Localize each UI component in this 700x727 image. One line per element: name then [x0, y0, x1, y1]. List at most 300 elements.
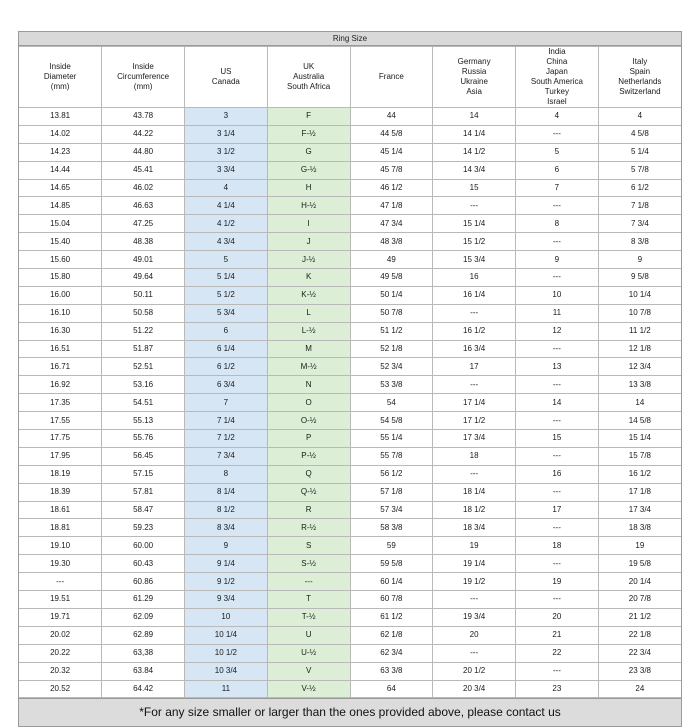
cell-inside-diameter: 14.23 [19, 143, 102, 161]
cell-inside-diameter: 15.80 [19, 269, 102, 287]
cell-france: 59 5/8 [350, 555, 433, 573]
cell-us-canada: 9 1/2 [185, 573, 268, 591]
cell-india-china-japan-south-america-turkey-israel: 21 [516, 626, 599, 644]
table-title: Ring Size [19, 32, 681, 46]
cell-france: 52 3/4 [350, 358, 433, 376]
cell-india-china-japan-south-america-turkey-israel: 16 [516, 465, 599, 483]
cell-inside-circumference: 59.23 [102, 519, 185, 537]
cell-germany-russia-ukraine-asia: 20 1/2 [433, 662, 516, 680]
cell-germany-russia-ukraine-asia: 15 1/2 [433, 233, 516, 251]
cell-italy-spain-netherlands-switzerland: 19 5/8 [598, 555, 681, 573]
cell-germany-russia-ukraine-asia: 15 1/4 [433, 215, 516, 233]
cell-inside-circumference: 62.89 [102, 626, 185, 644]
cell-france: 52 1/8 [350, 340, 433, 358]
cell-inside-circumference: 54.51 [102, 394, 185, 412]
table-row [19, 430, 681, 448]
cell-us-canada: 10 3/4 [185, 662, 268, 680]
cell-italy-spain-netherlands-switzerland: 7 3/4 [598, 215, 681, 233]
cell-inside-diameter: 17.55 [19, 412, 102, 430]
cell-uk-australia-south-africa: T [267, 591, 350, 609]
table-row [19, 322, 681, 340]
header-inside-circumference: Inside Circumference (mm) [102, 47, 185, 108]
table-row [19, 680, 681, 698]
header-italy-spain-netherlands-switzerland: Italy Spain Netherlands Switzerland [598, 47, 681, 108]
cell-uk-australia-south-africa: V [267, 662, 350, 680]
table-row [19, 197, 681, 215]
cell-inside-circumference: 49.64 [102, 269, 185, 287]
cell-germany-russia-ukraine-asia: 19 3/4 [433, 608, 516, 626]
cell-uk-australia-south-africa: G [267, 143, 350, 161]
cell-italy-spain-netherlands-switzerland: 11 1/2 [598, 322, 681, 340]
cell-us-canada: 10 [185, 608, 268, 626]
cell-uk-australia-south-africa: T-½ [267, 608, 350, 626]
cell-italy-spain-netherlands-switzerland: 22 1/8 [598, 626, 681, 644]
cell-inside-diameter: 14.02 [19, 125, 102, 143]
cell-germany-russia-ukraine-asia: 14 3/4 [433, 161, 516, 179]
table-row [19, 394, 681, 412]
cell-germany-russia-ukraine-asia: 19 1/2 [433, 573, 516, 591]
cell-inside-diameter: 19.51 [19, 591, 102, 609]
table-row [19, 573, 681, 591]
cell-inside-circumference: 62.09 [102, 608, 185, 626]
table-row [19, 376, 681, 394]
cell-inside-circumference: 64.42 [102, 680, 185, 698]
header-us-canada: US Canada [185, 47, 268, 108]
cell-us-canada: 9 [185, 537, 268, 555]
table-row [19, 269, 681, 287]
footer-note: *For any size smaller or larger than the ones provided above, please contact us [19, 698, 681, 726]
cell-france: 63 3/8 [350, 662, 433, 680]
table-row [19, 161, 681, 179]
cell-inside-circumference: 60.00 [102, 537, 185, 555]
cell-us-canada: 4 1/2 [185, 215, 268, 233]
cell-india-china-japan-south-america-turkey-israel: 7 [516, 179, 599, 197]
cell-germany-russia-ukraine-asia: 18 3/4 [433, 519, 516, 537]
cell-italy-spain-netherlands-switzerland: 20 1/4 [598, 573, 681, 591]
cell-us-canada: 3 1/4 [185, 125, 268, 143]
cell-us-canada: 5 1/4 [185, 269, 268, 287]
cell-inside-diameter: 18.61 [19, 501, 102, 519]
cell-uk-australia-south-africa: L [267, 304, 350, 322]
cell-inside-diameter: 16.30 [19, 322, 102, 340]
cell-india-china-japan-south-america-turkey-israel: 11 [516, 304, 599, 322]
cell-germany-russia-ukraine-asia: 15 3/4 [433, 251, 516, 269]
table-row [19, 179, 681, 197]
cell-france: 45 7/8 [350, 161, 433, 179]
cell-italy-spain-netherlands-switzerland: 10 7/8 [598, 304, 681, 322]
table-row [19, 304, 681, 322]
cell-us-canada: 7 [185, 394, 268, 412]
cell-india-china-japan-south-america-turkey-israel: --- [516, 269, 599, 287]
cell-uk-australia-south-africa: J [267, 233, 350, 251]
table-row [19, 251, 681, 269]
cell-inside-diameter: 16.10 [19, 304, 102, 322]
table-row [19, 608, 681, 626]
header-germany-russia-ukraine-asia: Germany Russia Ukraine Asia [433, 47, 516, 108]
cell-us-canada: 4 1/4 [185, 197, 268, 215]
cell-us-canada: 5 [185, 251, 268, 269]
cell-uk-australia-south-africa: F [267, 108, 350, 126]
cell-india-china-japan-south-america-turkey-israel: --- [516, 483, 599, 501]
cell-germany-russia-ukraine-asia: 20 3/4 [433, 680, 516, 698]
cell-inside-circumference: 55.13 [102, 412, 185, 430]
cell-inside-diameter: --- [19, 573, 102, 591]
cell-france: 54 [350, 394, 433, 412]
header-france: France [350, 47, 433, 108]
table-row [19, 215, 681, 233]
cell-inside-diameter: 16.51 [19, 340, 102, 358]
cell-france: 50 1/4 [350, 286, 433, 304]
table-row [19, 465, 681, 483]
cell-india-china-japan-south-america-turkey-israel: --- [516, 519, 599, 537]
cell-uk-australia-south-africa: M-½ [267, 358, 350, 376]
cell-uk-australia-south-africa: S [267, 537, 350, 555]
cell-us-canada: 3 1/2 [185, 143, 268, 161]
cell-inside-diameter: 19.30 [19, 555, 102, 573]
cell-italy-spain-netherlands-switzerland: 4 [598, 108, 681, 126]
cell-italy-spain-netherlands-switzerland: 23 3/8 [598, 662, 681, 680]
cell-germany-russia-ukraine-asia: --- [433, 304, 516, 322]
cell-uk-australia-south-africa: R [267, 501, 350, 519]
cell-uk-australia-south-africa: I [267, 215, 350, 233]
cell-uk-australia-south-africa: G-½ [267, 161, 350, 179]
cell-germany-russia-ukraine-asia: --- [433, 644, 516, 662]
cell-inside-circumference: 63,38 [102, 644, 185, 662]
cell-france: 60 7/8 [350, 591, 433, 609]
cell-inside-circumference: 63.84 [102, 662, 185, 680]
table-row [19, 233, 681, 251]
cell-germany-russia-ukraine-asia: 17 [433, 358, 516, 376]
header-uk-australia-south-africa: UK Australia South Africa [267, 47, 350, 108]
cell-india-china-japan-south-america-turkey-israel: --- [516, 591, 599, 609]
table-row [19, 662, 681, 680]
cell-inside-diameter: 17.95 [19, 447, 102, 465]
cell-india-china-japan-south-america-turkey-israel: 10 [516, 286, 599, 304]
cell-italy-spain-netherlands-switzerland: 13 3/8 [598, 376, 681, 394]
cell-us-canada: 9 3/4 [185, 591, 268, 609]
cell-france: 62 3/4 [350, 644, 433, 662]
cell-india-china-japan-south-america-turkey-israel: 13 [516, 358, 599, 376]
cell-inside-diameter: 14.44 [19, 161, 102, 179]
cell-india-china-japan-south-america-turkey-israel: --- [516, 412, 599, 430]
cell-inside-diameter: 16.00 [19, 286, 102, 304]
cell-india-china-japan-south-america-turkey-israel: --- [516, 125, 599, 143]
cell-us-canada: 7 1/4 [185, 412, 268, 430]
cell-india-china-japan-south-america-turkey-israel: 12 [516, 322, 599, 340]
cell-india-china-japan-south-america-turkey-israel: --- [516, 233, 599, 251]
cell-italy-spain-netherlands-switzerland: 12 1/8 [598, 340, 681, 358]
cell-india-china-japan-south-america-turkey-israel: --- [516, 555, 599, 573]
cell-uk-australia-south-africa: K-½ [267, 286, 350, 304]
cell-uk-australia-south-africa: M [267, 340, 350, 358]
table-row [19, 519, 681, 537]
cell-uk-australia-south-africa: V-½ [267, 680, 350, 698]
table-row [19, 555, 681, 573]
table-row [19, 143, 681, 161]
cell-us-canada: 3 [185, 108, 268, 126]
header-inside-diameter: Inside Diameter (mm) [19, 47, 102, 108]
cell-inside-diameter: 17.35 [19, 394, 102, 412]
cell-germany-russia-ukraine-asia: 19 [433, 537, 516, 555]
cell-italy-spain-netherlands-switzerland: 17 1/8 [598, 483, 681, 501]
cell-india-china-japan-south-america-turkey-israel: --- [516, 376, 599, 394]
cell-italy-spain-netherlands-switzerland: 14 [598, 394, 681, 412]
cell-inside-circumference: 60.86 [102, 573, 185, 591]
table-row [19, 591, 681, 609]
cell-france: 58 3/8 [350, 519, 433, 537]
cell-uk-australia-south-africa: S-½ [267, 555, 350, 573]
cell-italy-spain-netherlands-switzerland: 15 1/4 [598, 430, 681, 448]
cell-inside-diameter: 15.40 [19, 233, 102, 251]
cell-us-canada: 8 [185, 465, 268, 483]
cell-uk-australia-south-africa: O-½ [267, 412, 350, 430]
cell-uk-australia-south-africa: U [267, 626, 350, 644]
cell-germany-russia-ukraine-asia: 17 1/2 [433, 412, 516, 430]
cell-india-china-japan-south-america-turkey-israel: 23 [516, 680, 599, 698]
table-row [19, 501, 681, 519]
cell-france: 46 1/2 [350, 179, 433, 197]
cell-france: 49 5/8 [350, 269, 433, 287]
cell-italy-spain-netherlands-switzerland: 24 [598, 680, 681, 698]
cell-inside-circumference: 52.51 [102, 358, 185, 376]
table-row [19, 125, 681, 143]
cell-italy-spain-netherlands-switzerland: 4 5/8 [598, 125, 681, 143]
cell-inside-diameter: 20.32 [19, 662, 102, 680]
cell-france: 60 1/4 [350, 573, 433, 591]
cell-italy-spain-netherlands-switzerland: 19 [598, 537, 681, 555]
cell-germany-russia-ukraine-asia: --- [433, 376, 516, 394]
cell-india-china-japan-south-america-turkey-israel: --- [516, 662, 599, 680]
cell-inside-diameter: 13.81 [19, 108, 102, 126]
table-row [19, 447, 681, 465]
cell-inside-circumference: 47.25 [102, 215, 185, 233]
cell-france: 51 1/2 [350, 322, 433, 340]
cell-us-canada: 4 3/4 [185, 233, 268, 251]
cell-france: 56 1/2 [350, 465, 433, 483]
cell-india-china-japan-south-america-turkey-israel: 6 [516, 161, 599, 179]
cell-germany-russia-ukraine-asia: 16 1/2 [433, 322, 516, 340]
cell-france: 53 3/8 [350, 376, 433, 394]
header-row [19, 47, 681, 108]
cell-inside-diameter: 14.85 [19, 197, 102, 215]
cell-inside-circumference: 57.15 [102, 465, 185, 483]
cell-italy-spain-netherlands-switzerland: 18 3/8 [598, 519, 681, 537]
cell-india-china-japan-south-america-turkey-israel: 19 [516, 573, 599, 591]
cell-us-canada: 8 1/4 [185, 483, 268, 501]
cell-india-china-japan-south-america-turkey-israel: 14 [516, 394, 599, 412]
cell-uk-australia-south-africa: U-½ [267, 644, 350, 662]
cell-france: 61 1/2 [350, 608, 433, 626]
cell-inside-circumference: 51.22 [102, 322, 185, 340]
cell-inside-diameter: 18.19 [19, 465, 102, 483]
cell-france: 44 5/8 [350, 125, 433, 143]
cell-us-canada: 10 1/4 [185, 626, 268, 644]
cell-germany-russia-ukraine-asia: 16 3/4 [433, 340, 516, 358]
cell-uk-australia-south-africa: F-½ [267, 125, 350, 143]
cell-inside-diameter: 15.60 [19, 251, 102, 269]
cell-us-canada: 8 3/4 [185, 519, 268, 537]
cell-uk-australia-south-africa: R-½ [267, 519, 350, 537]
cell-us-canada: 7 3/4 [185, 447, 268, 465]
cell-france: 47 3/4 [350, 215, 433, 233]
cell-inside-circumference: 49.01 [102, 251, 185, 269]
cell-india-china-japan-south-america-turkey-israel: 20 [516, 608, 599, 626]
cell-germany-russia-ukraine-asia: 15 [433, 179, 516, 197]
cell-uk-australia-south-africa: Q-½ [267, 483, 350, 501]
table-row [19, 483, 681, 501]
cell-italy-spain-netherlands-switzerland: 9 [598, 251, 681, 269]
cell-us-canada: 6 3/4 [185, 376, 268, 394]
cell-uk-australia-south-africa: Q [267, 465, 350, 483]
cell-france: 44 [350, 108, 433, 126]
cell-uk-australia-south-africa: P-½ [267, 447, 350, 465]
cell-india-china-japan-south-america-turkey-israel: 17 [516, 501, 599, 519]
cell-inside-diameter: 16.71 [19, 358, 102, 376]
cell-italy-spain-netherlands-switzerland: 21 1/2 [598, 608, 681, 626]
cell-germany-russia-ukraine-asia: 17 1/4 [433, 394, 516, 412]
cell-france: 59 [350, 537, 433, 555]
table-row [19, 626, 681, 644]
cell-uk-australia-south-africa: O [267, 394, 350, 412]
cell-us-canada: 11 [185, 680, 268, 698]
cell-germany-russia-ukraine-asia: 14 1/2 [433, 143, 516, 161]
cell-italy-spain-netherlands-switzerland: 22 3/4 [598, 644, 681, 662]
cell-us-canada: 4 [185, 179, 268, 197]
cell-uk-australia-south-africa: K [267, 269, 350, 287]
cell-italy-spain-netherlands-switzerland: 9 5/8 [598, 269, 681, 287]
cell-inside-diameter: 20.22 [19, 644, 102, 662]
cell-uk-australia-south-africa: N [267, 376, 350, 394]
cell-inside-diameter: 18.39 [19, 483, 102, 501]
table-row [19, 108, 681, 126]
cell-india-china-japan-south-america-turkey-israel: --- [516, 340, 599, 358]
cell-italy-spain-netherlands-switzerland: 7 1/8 [598, 197, 681, 215]
cell-inside-diameter: 18.81 [19, 519, 102, 537]
cell-germany-russia-ukraine-asia: 19 1/4 [433, 555, 516, 573]
cell-inside-circumference: 45.41 [102, 161, 185, 179]
cell-india-china-japan-south-america-turkey-israel: 5 [516, 143, 599, 161]
cell-germany-russia-ukraine-asia: 14 1/4 [433, 125, 516, 143]
cell-france: 50 7/8 [350, 304, 433, 322]
cell-inside-circumference: 57.81 [102, 483, 185, 501]
cell-us-canada: 3 3/4 [185, 161, 268, 179]
cell-uk-australia-south-africa: H-½ [267, 197, 350, 215]
cell-us-canada: 9 1/4 [185, 555, 268, 573]
cell-india-china-japan-south-america-turkey-israel: 15 [516, 430, 599, 448]
cell-us-canada: 5 3/4 [185, 304, 268, 322]
cell-us-canada: 5 1/2 [185, 286, 268, 304]
cell-inside-circumference: 48.38 [102, 233, 185, 251]
cell-india-china-japan-south-america-turkey-israel: --- [516, 447, 599, 465]
cell-italy-spain-netherlands-switzerland: 20 7/8 [598, 591, 681, 609]
cell-uk-australia-south-africa: H [267, 179, 350, 197]
cell-france: 57 1/8 [350, 483, 433, 501]
cell-france: 55 7/8 [350, 447, 433, 465]
cell-france: 64 [350, 680, 433, 698]
cell-inside-circumference: 61.29 [102, 591, 185, 609]
cell-italy-spain-netherlands-switzerland: 14 5/8 [598, 412, 681, 430]
cell-us-canada: 7 1/2 [185, 430, 268, 448]
cell-inside-diameter: 19.10 [19, 537, 102, 555]
table-row [19, 412, 681, 430]
cell-italy-spain-netherlands-switzerland: 10 1/4 [598, 286, 681, 304]
cell-inside-circumference: 46.63 [102, 197, 185, 215]
cell-india-china-japan-south-america-turkey-israel: 18 [516, 537, 599, 555]
cell-inside-circumference: 55.76 [102, 430, 185, 448]
cell-inside-diameter: 16.92 [19, 376, 102, 394]
cell-italy-spain-netherlands-switzerland: 5 7/8 [598, 161, 681, 179]
cell-india-china-japan-south-america-turkey-israel: 22 [516, 644, 599, 662]
cell-inside-diameter: 20.02 [19, 626, 102, 644]
cell-germany-russia-ukraine-asia: 16 1/4 [433, 286, 516, 304]
cell-france: 48 3/8 [350, 233, 433, 251]
cell-inside-diameter: 17.75 [19, 430, 102, 448]
cell-france: 54 5/8 [350, 412, 433, 430]
cell-inside-circumference: 50.11 [102, 286, 185, 304]
cell-inside-circumference: 51.87 [102, 340, 185, 358]
cell-inside-circumference: 43.78 [102, 108, 185, 126]
table-row [19, 340, 681, 358]
cell-france: 62 1/8 [350, 626, 433, 644]
table-body [19, 108, 681, 698]
cell-italy-spain-netherlands-switzerland: 6 1/2 [598, 179, 681, 197]
cell-india-china-japan-south-america-turkey-israel: --- [516, 197, 599, 215]
cell-inside-circumference: 58.47 [102, 501, 185, 519]
ring-size-table [19, 46, 681, 698]
cell-italy-spain-netherlands-switzerland: 5 1/4 [598, 143, 681, 161]
cell-inside-circumference: 53.16 [102, 376, 185, 394]
cell-us-canada: 6 1/2 [185, 358, 268, 376]
cell-germany-russia-ukraine-asia: 17 3/4 [433, 430, 516, 448]
cell-uk-australia-south-africa: J-½ [267, 251, 350, 269]
ring-size-chart [18, 31, 682, 727]
cell-inside-circumference: 60.43 [102, 555, 185, 573]
cell-germany-russia-ukraine-asia: 14 [433, 108, 516, 126]
cell-inside-circumference: 56.45 [102, 447, 185, 465]
cell-uk-australia-south-africa: P [267, 430, 350, 448]
cell-inside-diameter: 14.65 [19, 179, 102, 197]
cell-us-canada: 6 [185, 322, 268, 340]
cell-germany-russia-ukraine-asia: 18 1/4 [433, 483, 516, 501]
table-row [19, 286, 681, 304]
cell-germany-russia-ukraine-asia: 18 1/2 [433, 501, 516, 519]
cell-italy-spain-netherlands-switzerland: 16 1/2 [598, 465, 681, 483]
table-row [19, 644, 681, 662]
cell-italy-spain-netherlands-switzerland: 17 3/4 [598, 501, 681, 519]
cell-us-canada: 6 1/4 [185, 340, 268, 358]
cell-inside-diameter: 15.04 [19, 215, 102, 233]
cell-france: 47 1/8 [350, 197, 433, 215]
cell-italy-spain-netherlands-switzerland: 15 7/8 [598, 447, 681, 465]
cell-inside-circumference: 44.22 [102, 125, 185, 143]
cell-inside-circumference: 44.80 [102, 143, 185, 161]
cell-inside-diameter: 19.71 [19, 608, 102, 626]
cell-italy-spain-netherlands-switzerland: 12 3/4 [598, 358, 681, 376]
cell-india-china-japan-south-america-turkey-israel: 9 [516, 251, 599, 269]
cell-germany-russia-ukraine-asia: --- [433, 465, 516, 483]
table-row [19, 358, 681, 376]
cell-france: 45 1/4 [350, 143, 433, 161]
cell-italy-spain-netherlands-switzerland: 8 3/8 [598, 233, 681, 251]
cell-us-canada: 8 1/2 [185, 501, 268, 519]
cell-inside-circumference: 46.02 [102, 179, 185, 197]
cell-uk-australia-south-africa: L-½ [267, 322, 350, 340]
cell-inside-circumference: 50.58 [102, 304, 185, 322]
cell-france: 49 [350, 251, 433, 269]
cell-germany-russia-ukraine-asia: 18 [433, 447, 516, 465]
header-india-china-japan-south-america-turkey-israel: India China Japan South America Turkey Israel [516, 47, 599, 108]
cell-us-canada: 10 1/2 [185, 644, 268, 662]
